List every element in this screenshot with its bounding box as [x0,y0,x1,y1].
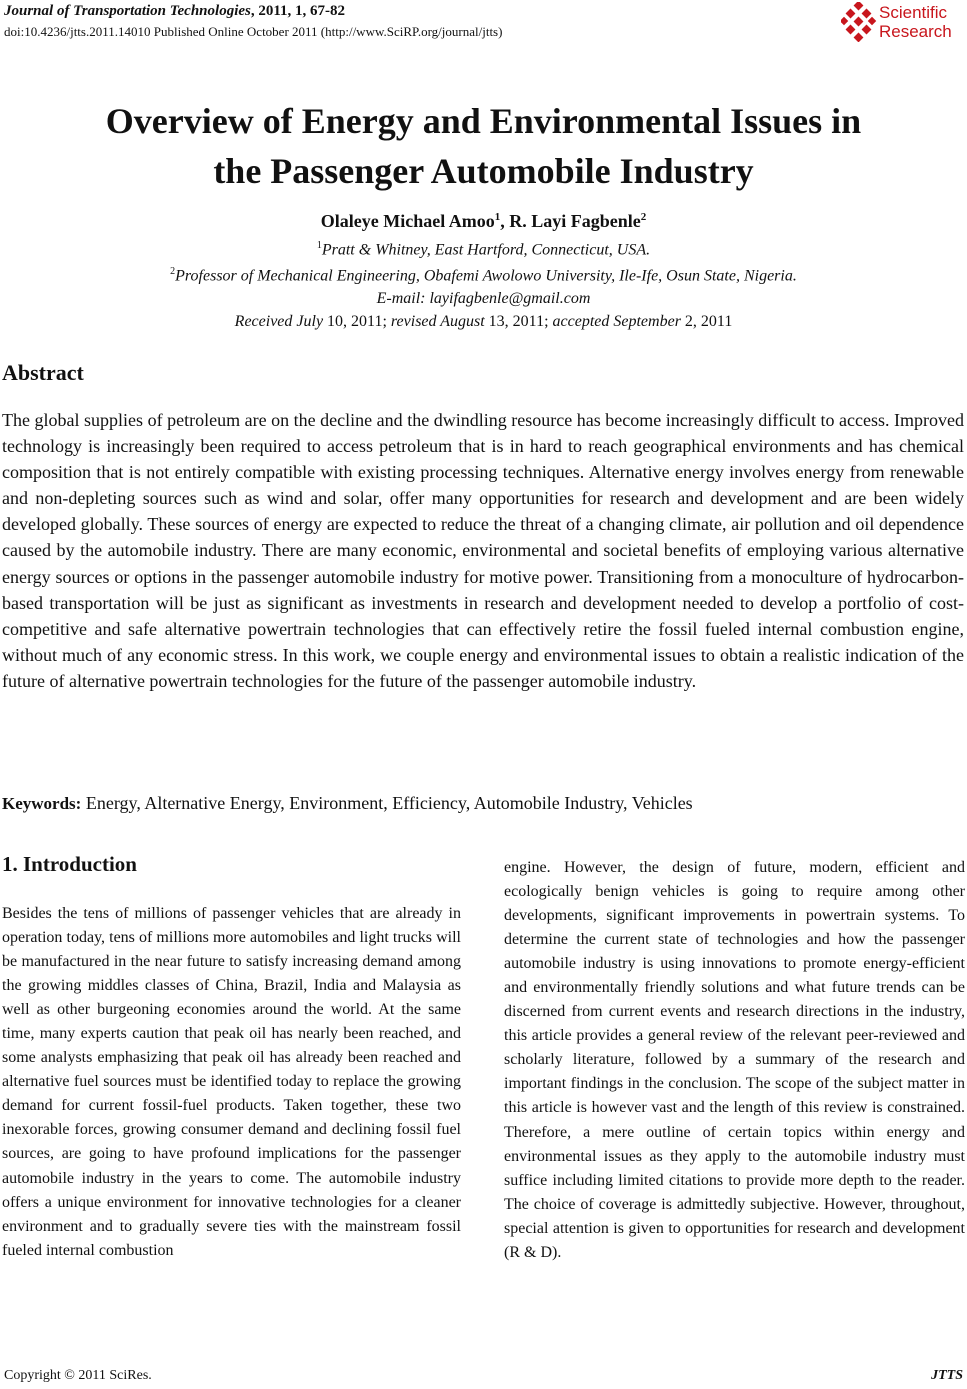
title-line-2: the Passenger Automobile Industry [213,151,754,191]
keywords-text: Energy, Alternative Energy, Environment, Efficiency, Automobile Industry, Vehicles [81,793,693,813]
email-line [0,290,967,308]
revised-label: revised August [390,313,485,330]
received-label: Received July [234,313,324,330]
section-heading-introduction: 1. Introduction [2,852,137,876]
email-address: : layifagbenle@gmail.com [420,290,591,307]
email-label: E-mail [376,290,421,307]
journal-citation [4,3,345,20]
doi-line: doi:10.4236/jtts.2011.14010 Published Online October 2011 (http://www.SciRP.org/journal/jtts) [4,24,503,39]
intro-left-column: Besides the tens of millions of passenger vehicles that are already in operation today, tens of millions more automobiles and light trucks will be manufactured in the near future to satisfy increasing demand among the growing middles classes of China, Brazil, India and Malaysia as well as other burgeoning economies around the world. At the same time, many experts caution that peak oil has nearly been reached, and some analysts emphasizing that peak oil has already been reached and alternative fuel sources must be identified today to replace the growing demand for current fossil-fuel products. Taken together, these two inexorable forces, growing consumer demand and declining fossil fuel sources, are going to have profound implications for the passenger automobile industry in the years to come. The automobile industry offers a unique environment for innovative technologies for a cleaner environment and to gradually severe ties with the mainstream fossil fueled internal combustion [2,905,461,1259]
submission-dates [0,313,967,331]
author-2-affil-mark: 2 [640,211,647,223]
journal-volume: , 2011, 1, 67-82 [250,3,346,19]
logo-line-2: Research [879,22,952,41]
received-date: 10, 2011; [323,313,391,330]
journal-name: Journal of Transportation Technologies [4,3,251,19]
intro-right-column: engine. However, the design of future, modern, efficient and ecologically benign vehicles is going to require among other developments, significant improvements in powertrain systems. To determine the current state of technologies and how the passenger automobile industry is using innovations to promote energy-efficient and environmentally friendly solutions and what future trends can be discerned from current events and research directions in the industry, this article provides a general review of the relevant peer-reviewed and scholarly literature, followed by a summary of the research and important findings in the conclusion. The scope of the subject matter in this article is however vast and the length of this review is constrained. Therefore, a mere outline of certain topics within energy and environmental issues as they apply to the automobile industry must suffice including limited citations to provide more depth to the reader. The choice of coverage is admittedly subjective. However, throughout, special attention is given to opportunities for research and development (R & D). [504,859,965,1261]
scientific-research-logo-icon [841,2,877,42]
affil-1-mark: 1 [316,240,322,251]
accepted-date: 2, 2011 [680,313,733,330]
affil-1-text: Pratt & Whitney, East Hartford, Connecticut, USA. [321,241,651,259]
author-1-affil-mark: 1 [494,211,501,223]
footer-journal-abbr: JTTS [931,1368,963,1383]
affiliation-1 [0,240,967,259]
footer-copyright: Copyright © 2011 SciRes. [4,1368,152,1383]
affil-2-text: Professor of Mechanical Engineering, Obafemi Awolowo University, Ile-Ife, Osun State, Nigeria. [175,267,797,285]
logo-line-1: Scientific [879,3,948,22]
publisher-logo [841,2,963,44]
logo-text [879,3,963,41]
abstract-heading: Abstract [2,360,84,385]
keywords-line [2,793,693,814]
author-separator: , [500,211,510,231]
affil-2-mark: 2 [170,266,176,277]
author-2: R. Layi Fagbenle [509,211,641,231]
revised-date: 13, 2011; [484,313,553,330]
title-line-1: Overview of Energy and Environmental Issues in [105,101,862,141]
affiliation-2 [0,266,967,285]
paper-title [0,96,967,196]
accepted-label: accepted September [552,313,681,330]
abstract-body: The global supplies of petroleum are on the decline and the dwindling resource has become increasingly difficult to access. Improved technology is increasingly been required to access petroleum that is in hard to reach geographical environments and has chemical composition that is not entirely compatible with existing processing techniques. Alternative energy involves energy from renewable and non-depleting sources such as wind and solar, offer many opportunities for research and development and are been widely developed globally. These sources of energy are expected to reduce the threat of a changing climate, air pollution and oil dependence caused by the automobile industry. There are many economic, environmental and societal benefits of employing various alternative energy sources or options in the passenger automobile industry for motive power. Transitioning from a monoculture of hydrocarbon-based transportation will be just as significant as investments in research and development needed to develop a portfolio of cost-competitive and safe alternative powertrain technologies that can effectively retire the fossil fueled internal combustion engine, without much of any economic stress. In this work, we couple energy and environmental issues to obtain a realistic indication of the future of alternative powertrain technologies for the future of the passenger automobile industry. [2,410,964,691]
author-1: Olaleye Michael Amoo [320,211,495,231]
keywords-label: Keywords: [2,794,82,813]
author-list [0,211,967,232]
